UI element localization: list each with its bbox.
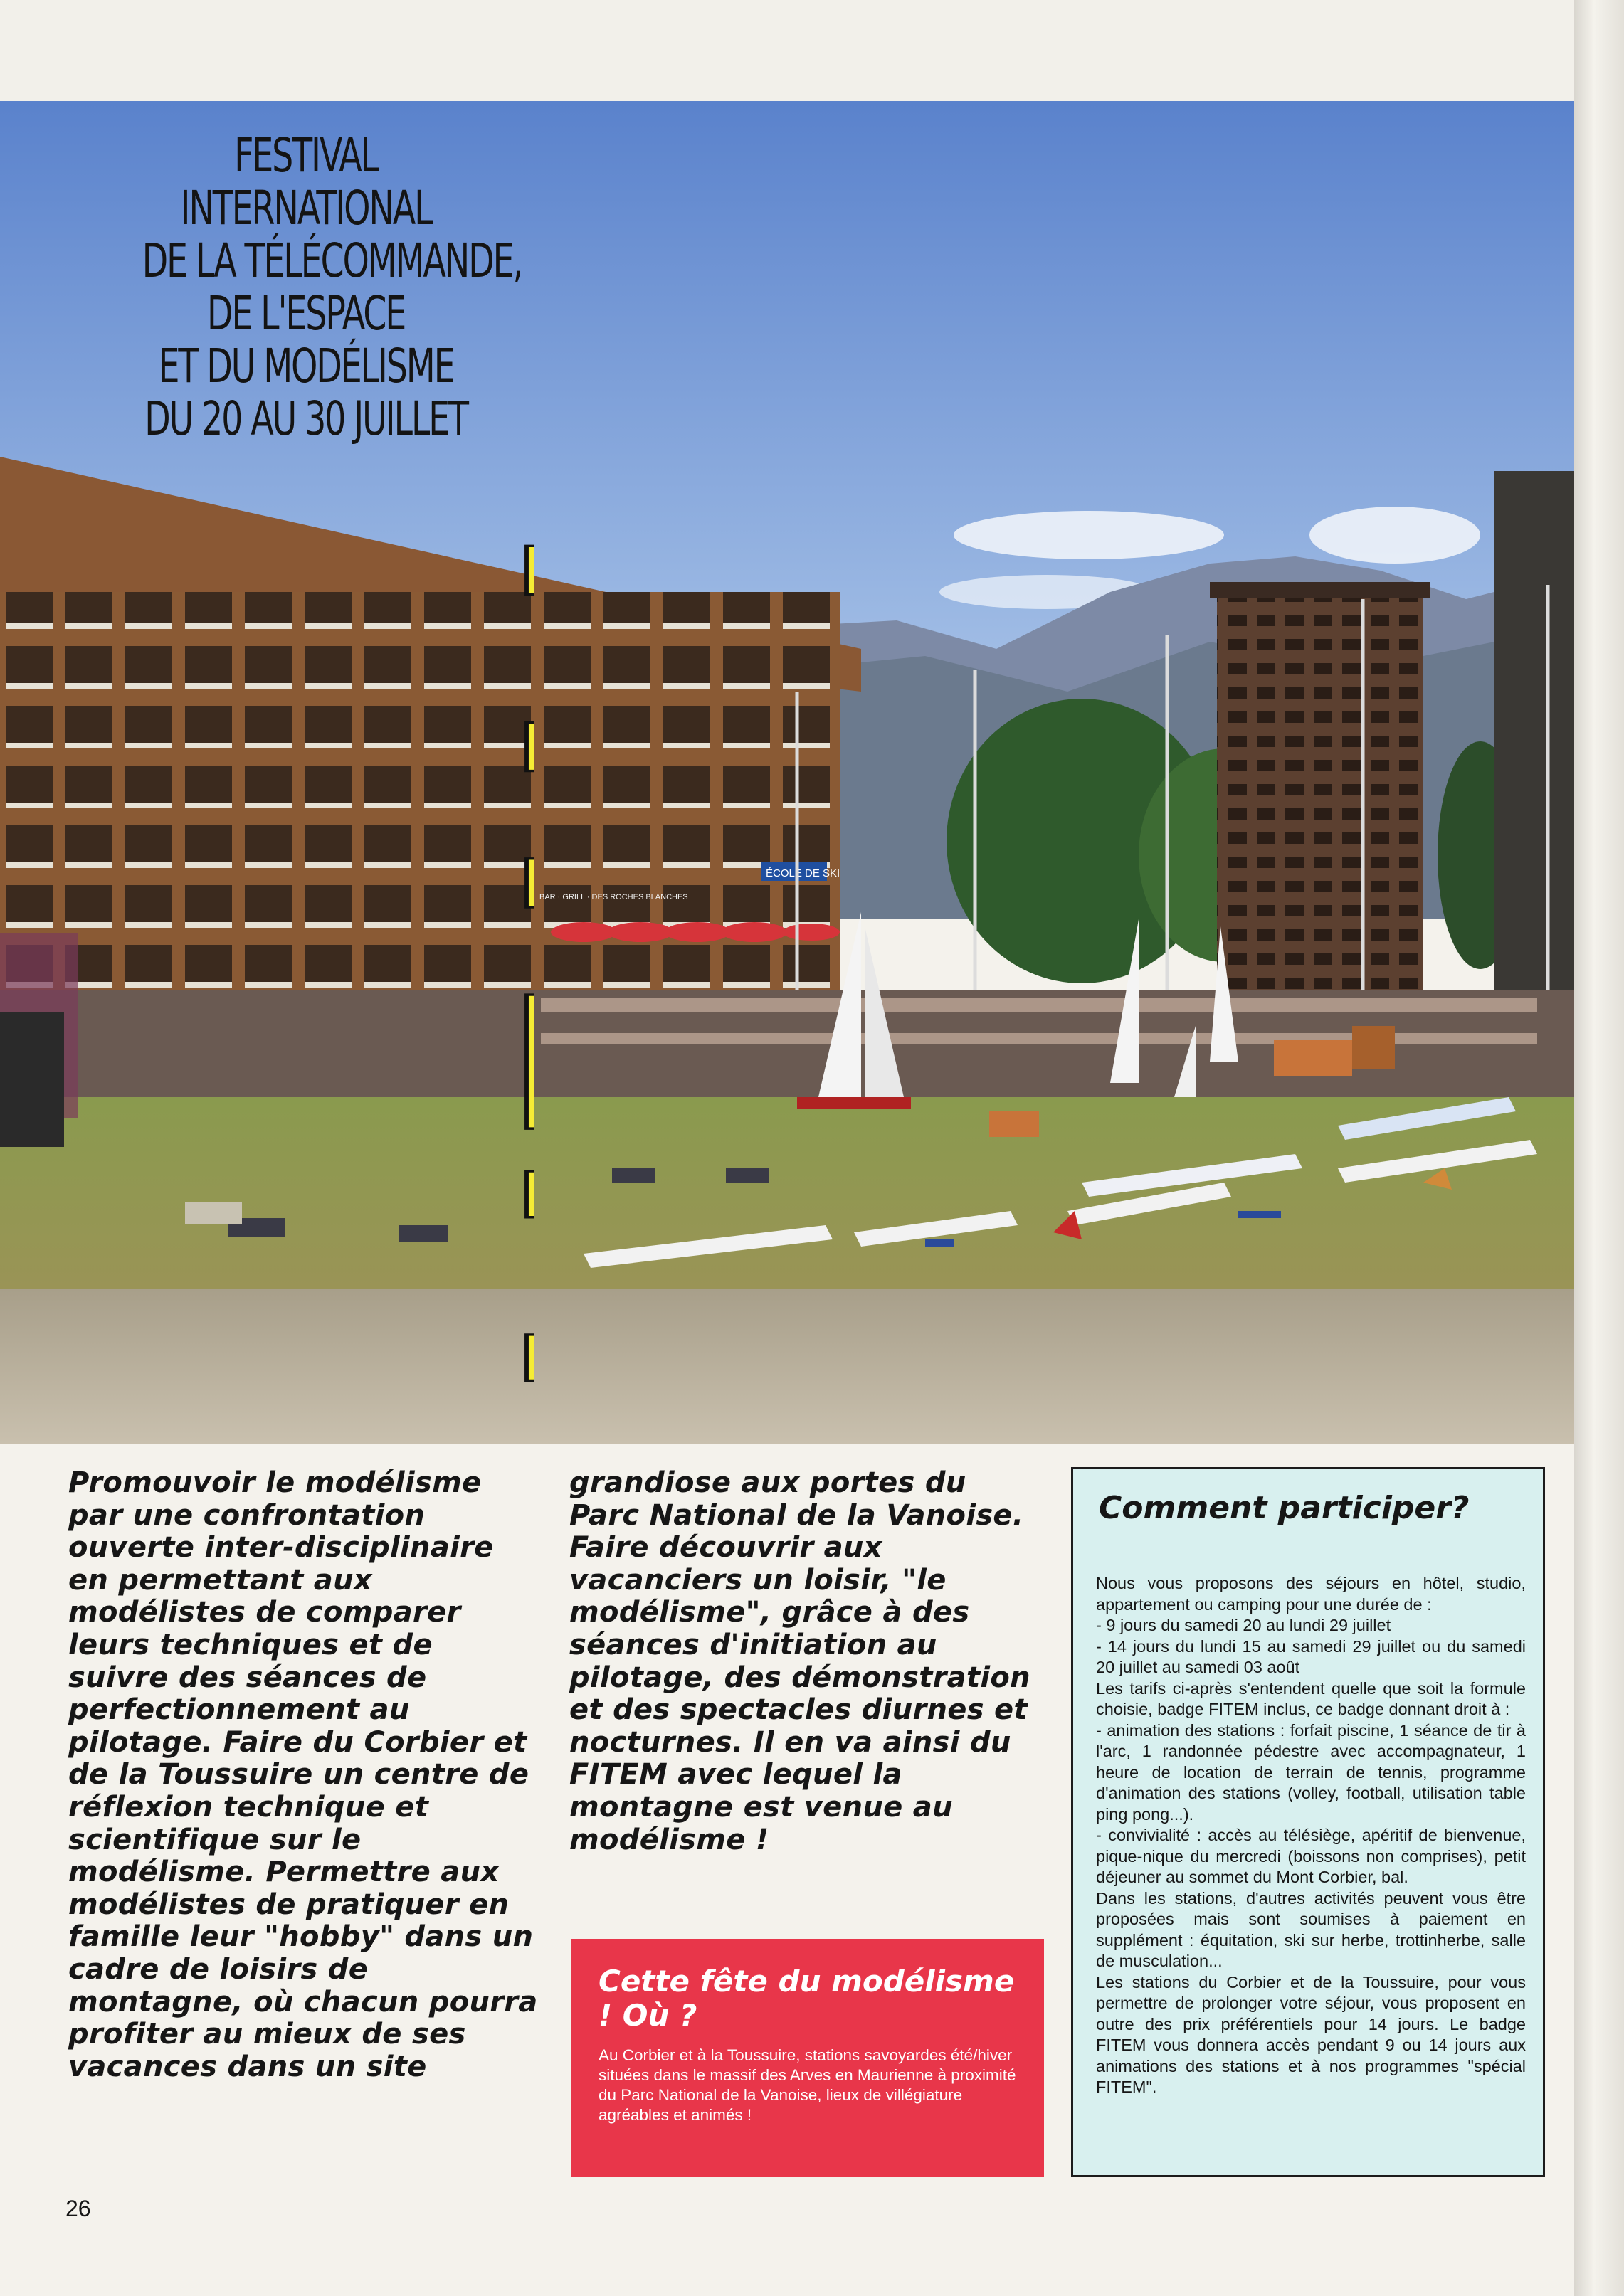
participate-paragraph: Les tarifs ci-après s'entendent quelle que soit la formule choisie, badge FITEM inclus, ce badge donnant droit à : (1096, 1678, 1526, 1718)
speakers (0, 1012, 64, 1147)
body-column-middle: grandiose aux portes du Parc National de la Vanoise. Faire découvrir aux vacanciers un loisir, "le modélisme", grâce à des séances d'initiation au pilotage, des démonstration et des spectacles diurnes et nocturnes. Il en va ainsi du FITEM avec lequel la montagne est venue au modélisme ! (569, 1466, 1030, 1856)
festival-title-line-4: DE L'ESPACE (206, 286, 406, 341)
festival-title-line-5: ET DU MODÉLISME (158, 339, 454, 393)
festival-title (142, 128, 522, 446)
page-gutter (1574, 0, 1624, 2296)
fitem-logo-graphic (71, 514, 534, 1417)
body-column-left: Promouvoir le modélisme par une confrontation ouverte inter-disciplinaire en permettant aux modélistes de comparer leurs techniques et de suivre des séances de perfectionnement au pilotage. Faire du Corbier et de la Toussuire un centre de réflexion technique et scientifique sur le modélisme. Permettre aux modélistes de pratiquer en famille leur "hobby" dans un cadre de loisirs de montagne, où chacun pourra profiter au mieux de ses vacances dans un site (68, 1466, 538, 2083)
participate-paragraph: Dans les stations, d'autres activités peuvent vous être proposées mais sont soumises à paiement en supplément : équitation, ski sur herbe, trottinherbe, salle de musculation... (1096, 1888, 1526, 1970)
participate-paragraph: - 14 jours du lundi 15 au samedi 29 juillet ou du samedi 20 juillet au samedi 03 août (1096, 1636, 1526, 1676)
where-box (571, 1939, 1044, 2177)
festival-title-line-1: FESTIVAL (234, 128, 378, 183)
top-margin (0, 0, 1624, 101)
fitem-logo-text: FITEM (421, 522, 534, 1417)
participate-paragraph: - animation des stations : forfait piscine, 1 séance de tir à l'arc, 1 randonnée pédestre avec accompagnateur, 1 heure de location de terrain de tennis, programme d'animation des stations (volley, football, utilisation table ping pong...). (1096, 1720, 1526, 1824)
participate-heading: Comment participer? (1099, 1490, 1470, 1526)
where-box-body: Au Corbier et à la Toussuire, stations savoyardes été/hiver situées dans le massif des Arves en Maurienne à proximité du Parc National de la Vanoise, lieux de villégiature agréables et animés ! (599, 2046, 1016, 2124)
participate-paragraph: Les stations du Corbier et de la Toussuire, pour vous permettre de prolonger votre séjour, vous proposent en outre des prix préférentiels pour 14 jours. Le badge FITEM vous donnera accès pendant 9 ou 14 jours aux animations des stations et à nos programmes "spécial FITEM". (1096, 1972, 1526, 2096)
ski-school-sign: ÉCOLE DE SKI (766, 867, 840, 879)
participate-paragraph: - 9 jours du samedi 20 au lundi 29 juillet (1096, 1616, 1391, 1634)
shop-sign: BAR · GRILL · DES ROCHES BLANCHES (539, 893, 688, 901)
how-to-participate-box (1071, 1467, 1545, 2177)
participate-paragraph: - convivialité : accès au télésiège, apéritif de bienvenue, pique-nique du mercredi (boissons non comprises), petit déjeuner au sommet du Mont Corbier, bal. (1096, 1826, 1526, 1886)
page-number: 26 (65, 2196, 91, 2221)
festival-title-line-6: DU 20 AU 30 JUILLET (144, 391, 468, 446)
participate-body (1096, 1573, 1526, 2098)
festival-title-line-3: DE LA TÉLÉCOMMANDE, (142, 233, 522, 288)
festival-title-line-2: INTERNATIONAL (180, 181, 432, 236)
fitem-logo (71, 514, 534, 1417)
participate-paragraph: Nous vous proposons des séjours en hôtel, studio, appartement ou camping pour une durée de : (1096, 1574, 1526, 1614)
where-box-heading: Cette fête du modélisme ! Où ? (599, 1964, 1015, 2033)
tower-building (1217, 592, 1423, 1054)
